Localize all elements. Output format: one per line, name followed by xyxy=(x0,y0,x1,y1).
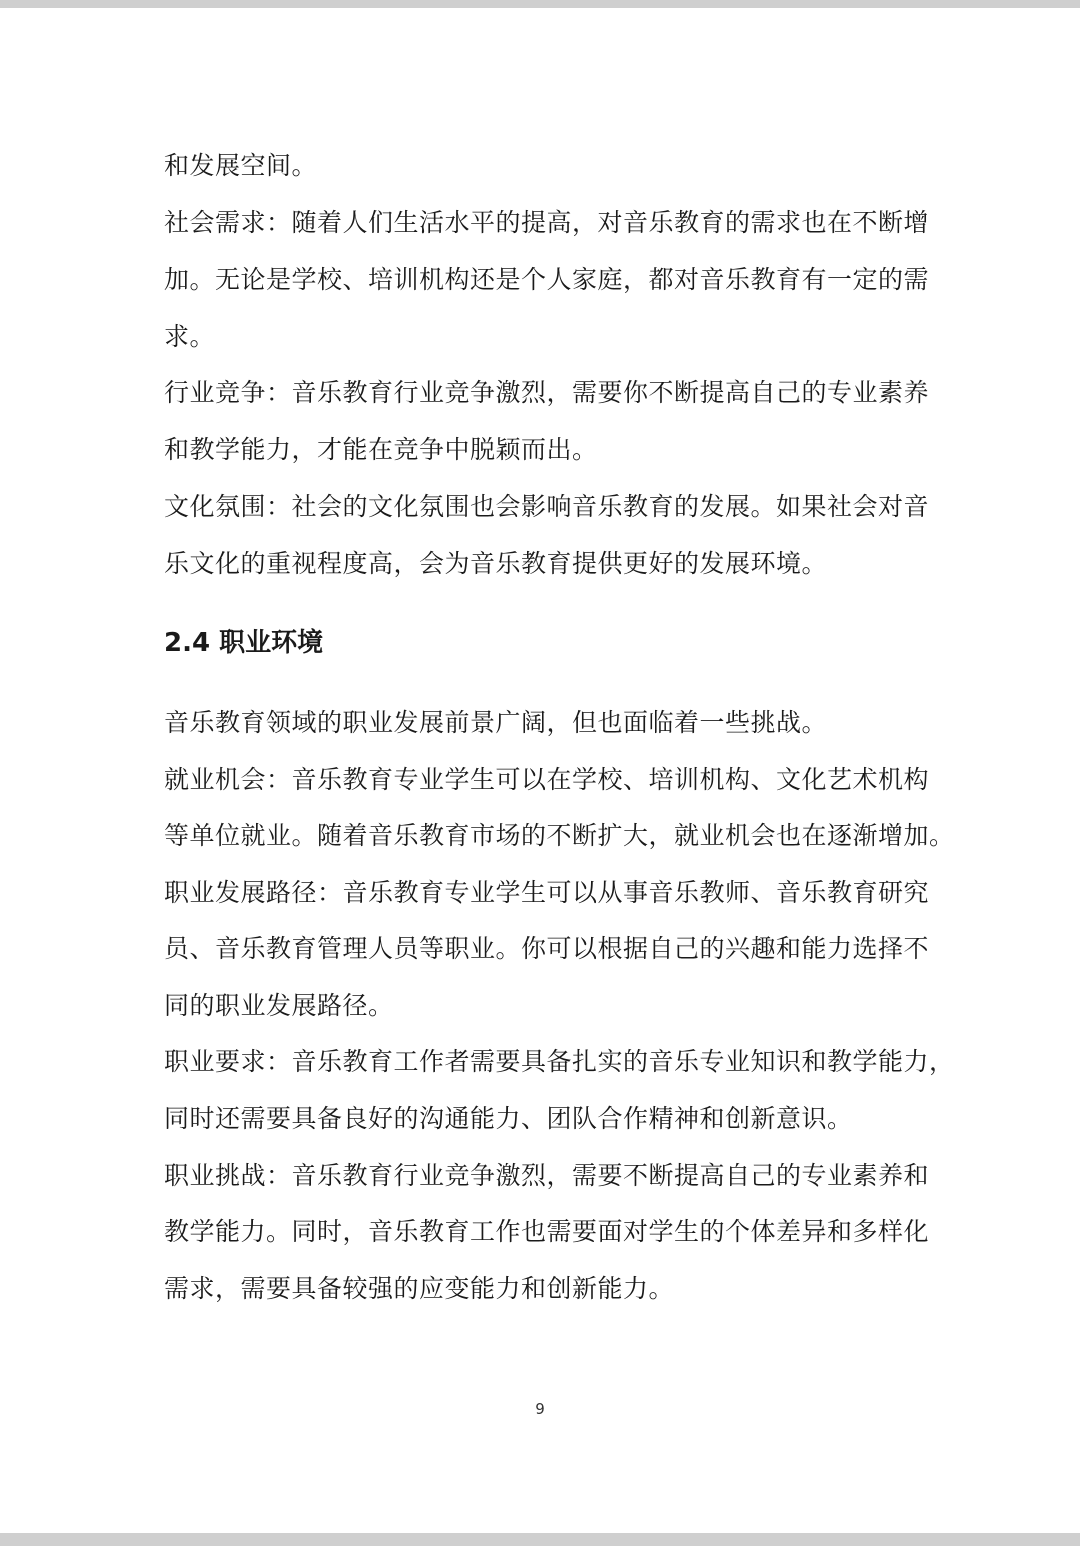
text-line: 和教学能力，才能在竞争中脱颖而出。 xyxy=(164,435,598,464)
text-line: 音乐教育领域的职业发展前景广阔，但也面临着一些挑战。 xyxy=(164,708,828,737)
text-line: 同时还需要具备良好的沟通能力、团队合作精神和创新意识。 xyxy=(164,1104,853,1133)
text-line: 员、音乐教育管理人员等职业。你可以根据自己的兴趣和能力选择不 xyxy=(164,934,930,963)
text-line: 乐文化的重视程度高，会为音乐教育提供更好的发展环境。 xyxy=(164,549,828,578)
text-line: 和发展空间。 xyxy=(164,151,318,180)
text-line: 社会需求：随着人们生活水平的提高，对音乐教育的需求也在不断增 xyxy=(164,208,930,237)
bottom-edge-bar xyxy=(0,1533,1080,1546)
text-line: 需求，需要具备较强的应变能力和创新能力。 xyxy=(164,1274,675,1303)
text-line: 职业挑战：音乐教育行业竞争激烈，需要不断提高自己的专业素养和 xyxy=(164,1161,930,1190)
text-line: 行业竞争：音乐教育行业竞争激烈，需要你不断提高自己的专业素养 xyxy=(164,378,930,407)
text-line: 就业机会：音乐教育专业学生可以在学校、培训机构、文化艺术机构 xyxy=(164,765,930,794)
text-line: 同的职业发展路径。 xyxy=(164,991,394,1020)
text-line: 职业发展路径：音乐教育专业学生可以从事音乐教师、音乐教育研究 xyxy=(164,878,930,907)
text-line: 职业要求：音乐教育工作者需要具备扎实的音乐专业知识和教学能力， xyxy=(164,1047,955,1076)
text-line: 教学能力。同时，音乐教育工作也需要面对学生的个体差异和多样化 xyxy=(164,1217,930,1246)
section-heading: 2.4 职业环境 xyxy=(164,628,324,658)
page-number: 9 xyxy=(535,1400,545,1418)
text-line: 文化氛围：社会的文化氛围也会影响音乐教育的发展。如果社会对音 xyxy=(164,492,930,521)
top-edge-bar xyxy=(0,0,1080,8)
text-line: 等单位就业。随着音乐教育市场的不断扩大，就业机会也在逐渐增加。 xyxy=(164,821,955,850)
text-line: 加。无论是学校、培训机构还是个人家庭，都对音乐教育有一定的需 xyxy=(164,265,930,294)
text-line: 求。 xyxy=(164,322,216,351)
